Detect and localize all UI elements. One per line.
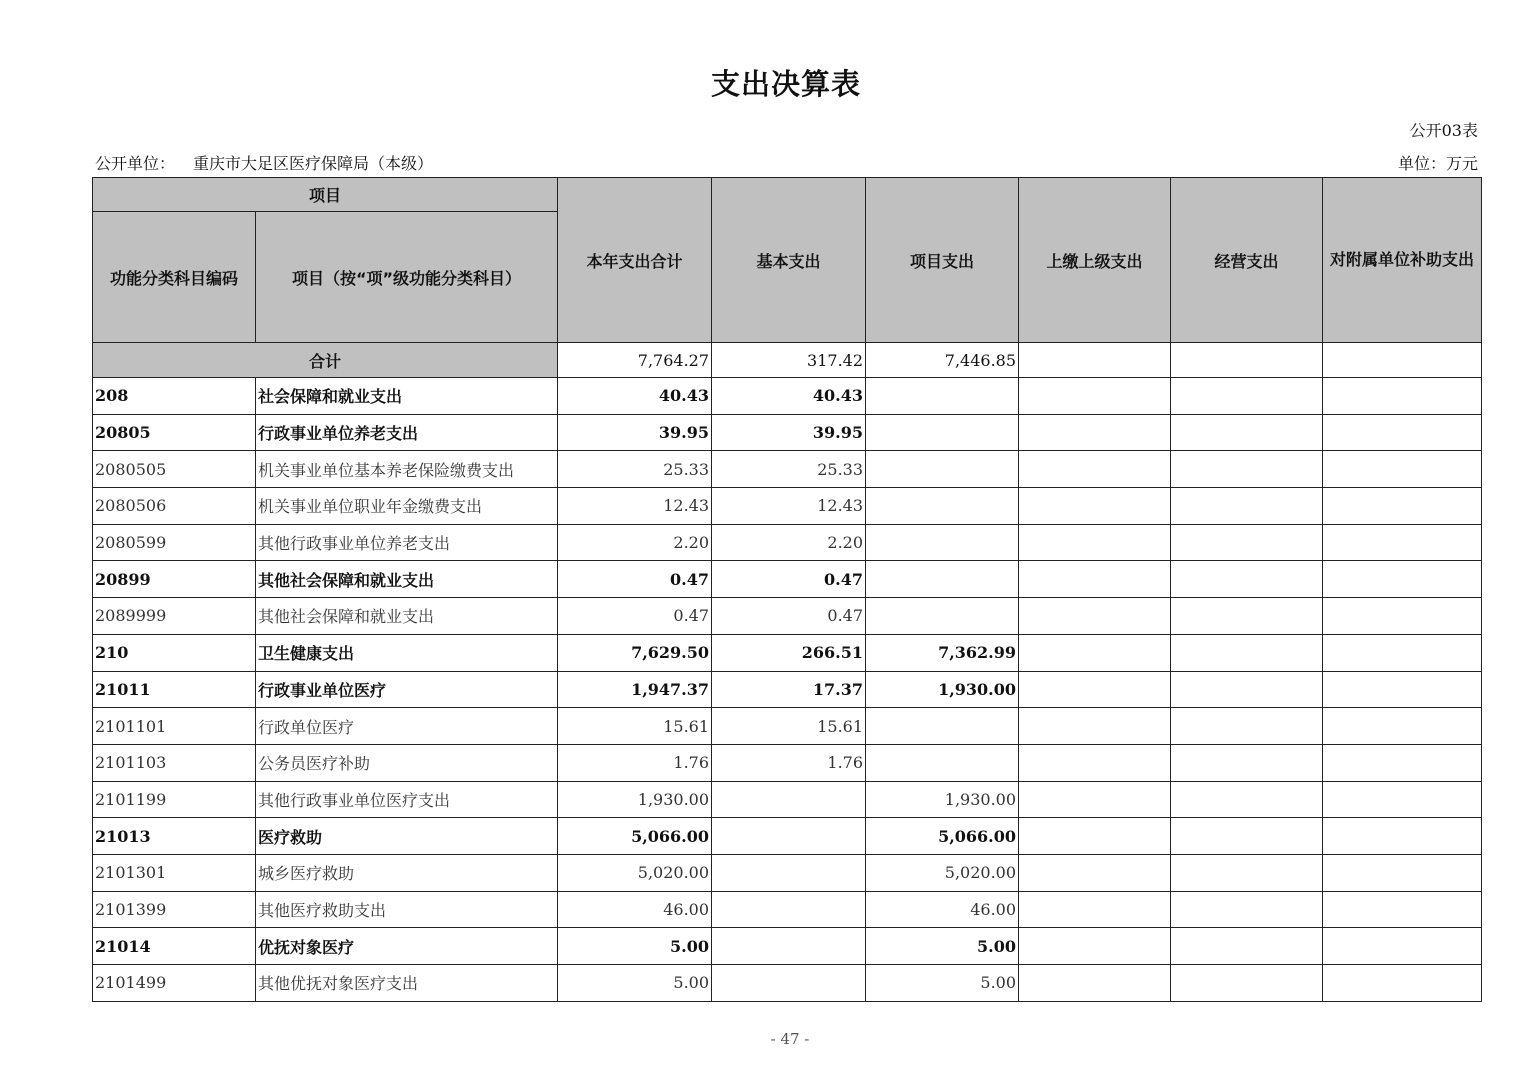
reporting-unit <box>95 151 433 174</box>
row-basic <box>712 854 866 891</box>
row-total: 15.61 <box>558 708 712 745</box>
row-project: 5,020.00 <box>866 854 1019 891</box>
row-basic: 17.37 <box>712 671 866 708</box>
row-business <box>1171 524 1323 561</box>
table-row <box>93 818 1482 855</box>
row-upper <box>1019 524 1171 561</box>
row-name: 行政单位医疗 <box>256 708 558 745</box>
row-subsidy <box>1323 744 1482 781</box>
row-total: 0.47 <box>558 598 712 635</box>
row-subsidy <box>1323 854 1482 891</box>
row-total: 12.43 <box>558 488 712 525</box>
row-project <box>866 561 1019 598</box>
row-project <box>866 414 1019 451</box>
row-total: 40.43 <box>558 378 712 415</box>
row-basic: 12.43 <box>712 488 866 525</box>
row-code: 2080506 <box>93 488 256 525</box>
header-project: 项目支出 <box>866 178 1019 343</box>
row-upper <box>1019 561 1171 598</box>
row-name: 行政事业单位医疗 <box>256 671 558 708</box>
row-project: 46.00 <box>866 891 1019 928</box>
row-subsidy <box>1323 561 1482 598</box>
total-business <box>1171 343 1323 378</box>
row-business <box>1171 708 1323 745</box>
row-name: 其他优抚对象医疗支出 <box>256 965 558 1002</box>
row-basic <box>712 781 866 818</box>
row-business <box>1171 928 1323 965</box>
row-name: 其他行政事业单位医疗支出 <box>256 781 558 818</box>
row-code: 20805 <box>93 414 256 451</box>
table-row <box>93 451 1482 488</box>
row-total: 39.95 <box>558 414 712 451</box>
row-code: 210 <box>93 634 256 671</box>
total-label: 合计 <box>93 343 558 378</box>
page-title: 支出决算表 <box>710 67 861 101</box>
row-basic: 0.47 <box>712 561 866 598</box>
row-code: 2101499 <box>93 965 256 1002</box>
header-code: 功能分类科目编码 <box>93 212 256 343</box>
row-code: 2089999 <box>93 598 256 635</box>
row-total: 1,930.00 <box>558 781 712 818</box>
row-basic: 0.47 <box>712 598 866 635</box>
row-total: 0.47 <box>558 561 712 598</box>
header-item: 项目 <box>93 178 558 212</box>
row-upper <box>1019 854 1171 891</box>
table-row <box>93 744 1482 781</box>
table-row <box>93 488 1482 525</box>
row-business <box>1171 488 1323 525</box>
total-upper <box>1019 343 1171 378</box>
row-total: 5.00 <box>558 965 712 1002</box>
row-basic: 25.33 <box>712 451 866 488</box>
row-upper <box>1019 744 1171 781</box>
row-project <box>866 598 1019 635</box>
row-upper <box>1019 634 1171 671</box>
row-subsidy <box>1323 598 1482 635</box>
row-subsidy <box>1323 414 1482 451</box>
total-row <box>93 343 1482 378</box>
row-business <box>1171 451 1323 488</box>
row-total: 25.33 <box>558 451 712 488</box>
reporting-unit-label: 公开单位： <box>95 154 176 173</box>
row-code: 2080505 <box>93 451 256 488</box>
row-upper <box>1019 781 1171 818</box>
row-basic: 2.20 <box>712 524 866 561</box>
currency-unit: 单位：万元 <box>1397 154 1478 173</box>
row-total: 5,020.00 <box>558 854 712 891</box>
row-total: 7,629.50 <box>558 634 712 671</box>
row-project <box>866 488 1019 525</box>
form-number: 公开03表 <box>1409 121 1478 140</box>
row-subsidy <box>1323 488 1482 525</box>
row-project: 1,930.00 <box>866 781 1019 818</box>
table-row <box>93 634 1482 671</box>
row-business <box>1171 781 1323 818</box>
row-business <box>1171 598 1323 635</box>
row-project: 1,930.00 <box>866 671 1019 708</box>
row-subsidy <box>1323 965 1482 1002</box>
row-business <box>1171 854 1323 891</box>
row-name: 社会保障和就业支出 <box>256 378 558 415</box>
expenditure-table <box>92 177 1482 1002</box>
row-basic <box>712 818 866 855</box>
row-subsidy <box>1323 634 1482 671</box>
row-upper <box>1019 818 1171 855</box>
table-row <box>93 671 1482 708</box>
table-row <box>93 708 1482 745</box>
row-upper <box>1019 414 1171 451</box>
row-code: 20899 <box>93 561 256 598</box>
table-row <box>93 781 1482 818</box>
row-business <box>1171 965 1323 1002</box>
row-code: 2080599 <box>93 524 256 561</box>
row-basic <box>712 891 866 928</box>
row-subsidy <box>1323 378 1482 415</box>
row-name: 机关事业单位基本养老保险缴费支出 <box>256 451 558 488</box>
row-total: 1.76 <box>558 744 712 781</box>
row-business <box>1171 634 1323 671</box>
row-subsidy <box>1323 928 1482 965</box>
header-upper: 上缴上级支出 <box>1019 178 1171 343</box>
total-project: 7,446.85 <box>866 343 1019 378</box>
row-name: 卫生健康支出 <box>256 634 558 671</box>
row-business <box>1171 891 1323 928</box>
reporting-unit-name: 重庆市大足区医疗保障局（本级） <box>193 154 434 173</box>
row-name: 其他行政事业单位养老支出 <box>256 524 558 561</box>
header-name: 项目（按“项”级功能分类科目） <box>256 212 558 343</box>
row-total: 1,947.37 <box>558 671 712 708</box>
row-code: 2101199 <box>93 781 256 818</box>
row-code: 2101301 <box>93 854 256 891</box>
row-project: 7,362.99 <box>866 634 1019 671</box>
row-basic <box>712 928 866 965</box>
row-total: 5.00 <box>558 928 712 965</box>
row-basic <box>712 965 866 1002</box>
header-subsidy: 对附属单位补助支出 <box>1323 178 1482 343</box>
row-subsidy <box>1323 671 1482 708</box>
row-subsidy <box>1323 781 1482 818</box>
row-business <box>1171 818 1323 855</box>
row-total: 2.20 <box>558 524 712 561</box>
row-name: 其他社会保障和就业支出 <box>256 598 558 635</box>
header-total: 本年支出合计 <box>558 178 712 343</box>
row-business <box>1171 744 1323 781</box>
row-name: 城乡医疗救助 <box>256 854 558 891</box>
row-project: 5,066.00 <box>866 818 1019 855</box>
row-business <box>1171 561 1323 598</box>
row-upper <box>1019 965 1171 1002</box>
table-row <box>93 854 1482 891</box>
row-upper <box>1019 891 1171 928</box>
row-upper <box>1019 598 1171 635</box>
row-business <box>1171 378 1323 415</box>
table-row <box>93 598 1482 635</box>
row-name: 其他医疗救助支出 <box>256 891 558 928</box>
row-business <box>1171 671 1323 708</box>
row-code: 2101103 <box>93 744 256 781</box>
row-name: 机关事业单位职业年金缴费支出 <box>256 488 558 525</box>
row-name: 优抚对象医疗 <box>256 928 558 965</box>
table-row <box>93 414 1482 451</box>
total-sum: 7,764.27 <box>558 343 712 378</box>
row-name: 医疗救助 <box>256 818 558 855</box>
table-row <box>93 891 1482 928</box>
row-project: 5.00 <box>866 928 1019 965</box>
row-subsidy <box>1323 451 1482 488</box>
total-subsidy <box>1323 343 1482 378</box>
total-basic: 317.42 <box>712 343 866 378</box>
row-basic: 266.51 <box>712 634 866 671</box>
row-total: 5,066.00 <box>558 818 712 855</box>
table-row <box>93 928 1482 965</box>
row-business <box>1171 414 1323 451</box>
row-upper <box>1019 708 1171 745</box>
row-upper <box>1019 451 1171 488</box>
table-row <box>93 561 1482 598</box>
row-upper <box>1019 928 1171 965</box>
row-name: 公务员医疗补助 <box>256 744 558 781</box>
row-project <box>866 451 1019 488</box>
row-upper <box>1019 378 1171 415</box>
row-basic: 1.76 <box>712 744 866 781</box>
table-row <box>93 378 1482 415</box>
row-code: 21013 <box>93 818 256 855</box>
row-project <box>866 744 1019 781</box>
row-code: 208 <box>93 378 256 415</box>
row-subsidy <box>1323 891 1482 928</box>
page-number: - 47 - <box>770 1030 810 1048</box>
row-code: 21014 <box>93 928 256 965</box>
row-project <box>866 524 1019 561</box>
row-total: 46.00 <box>558 891 712 928</box>
row-upper <box>1019 671 1171 708</box>
row-name: 其他社会保障和就业支出 <box>256 561 558 598</box>
row-project <box>866 708 1019 745</box>
row-project <box>866 378 1019 415</box>
header-basic: 基本支出 <box>712 178 866 343</box>
row-basic: 40.43 <box>712 378 866 415</box>
row-subsidy <box>1323 524 1482 561</box>
row-code: 21011 <box>93 671 256 708</box>
row-basic: 15.61 <box>712 708 866 745</box>
row-code: 2101399 <box>93 891 256 928</box>
table-row <box>93 965 1482 1002</box>
table-row <box>93 524 1482 561</box>
row-subsidy <box>1323 708 1482 745</box>
row-name: 行政事业单位养老支出 <box>256 414 558 451</box>
row-upper <box>1019 488 1171 525</box>
row-code: 2101101 <box>93 708 256 745</box>
row-basic: 39.95 <box>712 414 866 451</box>
row-project: 5.00 <box>866 965 1019 1002</box>
header-business: 经营支出 <box>1171 178 1323 343</box>
row-subsidy <box>1323 818 1482 855</box>
